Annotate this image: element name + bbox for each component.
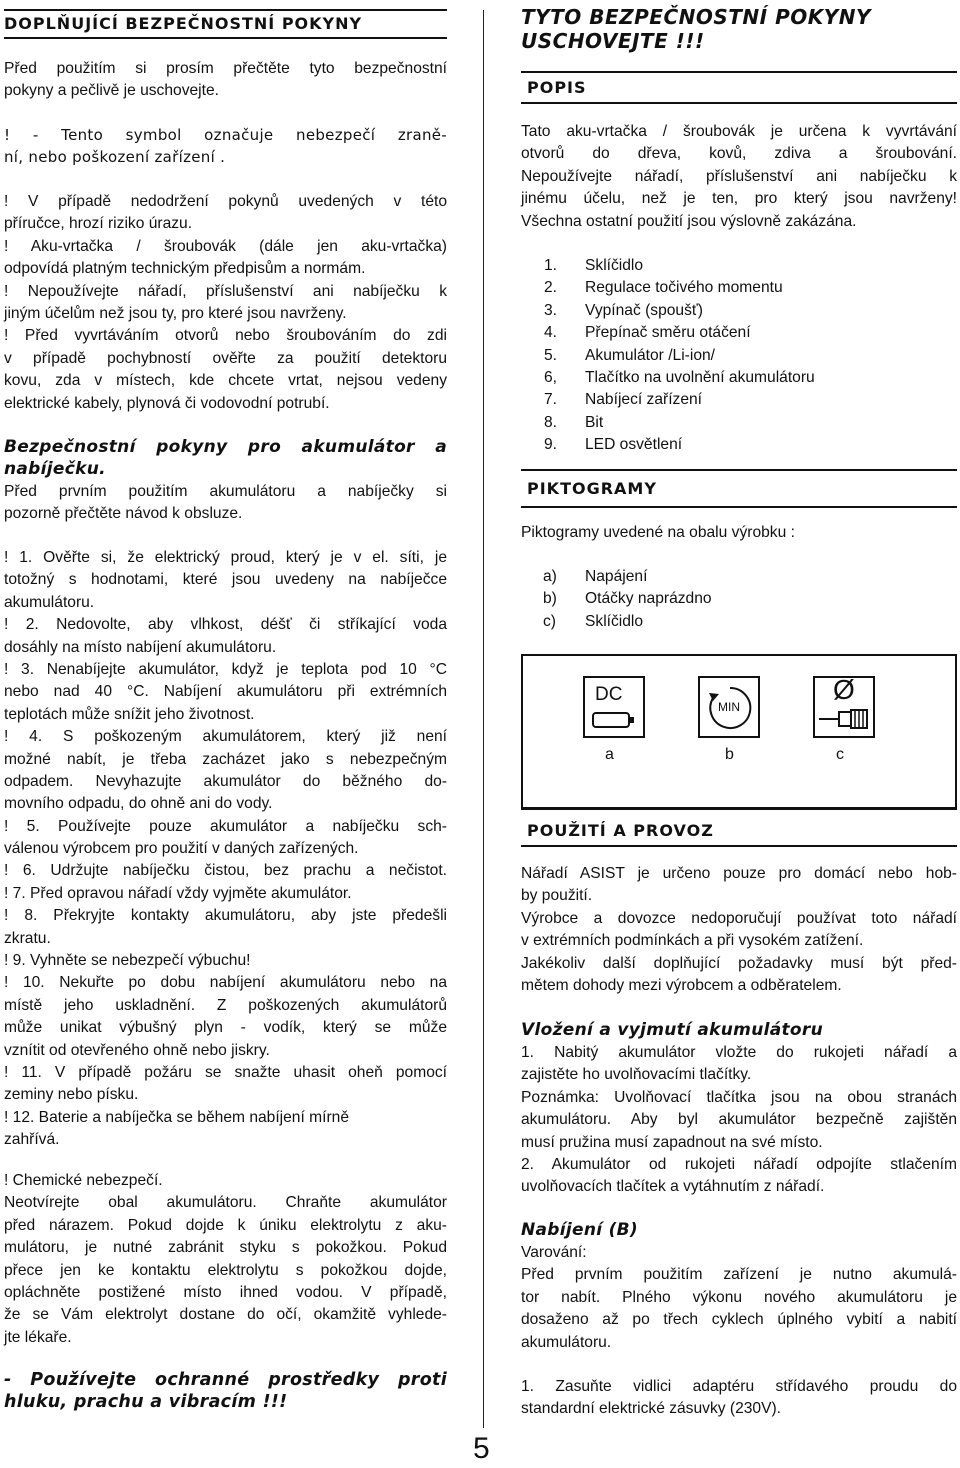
picto-list <box>521 566 957 633</box>
charging-text: Varování: Před prvním použitím zařízení je nutno akumulá- tor nabít. Plného výkonu nového akumulátoru je dosaženo až po třech cyklech úplného vybití a nabití akumulátoru. <box>521 1244 957 1351</box>
picto-label-c: c <box>836 746 844 763</box>
battery-icon <box>591 710 637 730</box>
list-item: 4. Přepínač směru otáčení <box>544 324 751 342</box>
page-number: 5 <box>473 1432 490 1465</box>
insert-battery-heading: Vložení a vyjmutí akumulátoru <box>521 1020 823 1040</box>
dc-power-icon: DC <box>583 676 645 738</box>
list-item: c) Sklíčidlo <box>543 612 644 630</box>
general-warnings: ! V případě nedodržení pokynů uvedených v této příručce, hrozí riziko úrazu. ! Aku-vrtačka / šroubovák (dále jen aku-vrtačka) odpovídá platným technickým předpisům a normám. ! Nepoužívejte nářadí, příslušenství ani nabíječku k jiným účelům než jsou ty, pro které jsou navrženy. ! Před vyvrtáváním otvorů nebo šroubováním do zdi v případě pochybností ověřte za použití detektoru kovu, zda v místech, kde chcete vrtat, nejsou vedeny elektrické kabely, plynová či vodovodní potrubí. <box>4 193 447 412</box>
list-item: a) Napájení <box>543 568 648 585</box>
pictogram-box <box>521 654 957 809</box>
drill-chuck-icon <box>817 706 873 732</box>
list-item: 5. Akumulátor /Li-ion/ <box>544 346 716 364</box>
column-divider <box>483 10 484 1428</box>
protection-notice: - Používejte ochranné prostředky proti hluku, prachu a vibracím !!! <box>4 1370 447 1412</box>
usage-header <box>521 808 957 852</box>
picto-header <box>521 460 957 512</box>
picto-intro: Piktogramy uvedené na obalu výrobku : <box>521 524 795 541</box>
list-item: 6, Tlačítko na uvolnění akumulátoru <box>544 368 815 386</box>
picto-label-b: b <box>725 746 734 763</box>
list-item: 1. Sklíčidlo <box>544 257 644 274</box>
popis-text: Tato aku-vrtačka / šroubovák je určena k vyvrtávání otvorů do dřeva, kovů, zdiva a šroubování. Nepoužívejte nářadí, příslušenství ani nabíječku k jinému účelu, než je ten, pro který jsou navrženy! Všechna ostatní použití jsou výslovně zakázána. <box>521 123 957 230</box>
keep-instructions-title: TYTO BEZPEČNOSTNÍ POKYNY USCHOVEJTE !!! <box>521 5 871 53</box>
charging-heading: Nabíjení (B) <box>521 1220 638 1240</box>
supplementary-safety-title: DOPLŇUJÍCÍ BEZPEČNOSTNÍ POKYNY <box>4 14 363 33</box>
battery-safety-heading: Bezpečnostní pokyny pro akumulátor a nabíječku. <box>4 437 447 479</box>
popis-header <box>521 62 957 106</box>
intro-text: Před použitím si prosím přečtěte tyto bezpečnostní pokyny a pečlivě je uschovejte. <box>4 60 447 100</box>
list-item: b) Otáčky naprázdno <box>543 590 712 608</box>
supplementary-safety-header <box>4 0 447 40</box>
picto-label-a: a <box>605 746 614 763</box>
usage-title: POUŽITÍ A PROVOZ <box>527 821 714 840</box>
list-item: 2. Regulace točivého momentu <box>544 279 783 297</box>
list-item: 9. LED osvětlení <box>544 436 683 454</box>
chemical-hazard: ! Chemické nebezpečí. Neotvírejte obal akumulátoru. Chraňte akumulátor před nárazem. Pokud dojde k úniku elektrolytu z aku- mulátoru, je nutné zabránit styku s pokožkou. Pokud přece jen ke kontaktu elektrolytu s pokožkou dojde, opláchněte postižené místo ihned vodou. V případě, že se Vám elektrolyt dostane do očí, okamžitě vyhlede- jte lékaře. <box>4 1172 447 1346</box>
insert-battery-text: 1. Nabitý akumulátor vložte do rukojeti nářadí a zajistěte ho uvolňovacími tlačítky. Poznámka: Uvolňovací tlačítka jsou na obou stranách akumulátoru. Aby byl akumulátor bezpečně zajištěn musí pružina musí zapadnout na své místo. 2. Akumulátor od rukojeti nářadí odpojíte stlačením uvolňovacích tlačítek a vytáhnutím z nářadí. <box>521 1044 957 1196</box>
list-item: 8. Bit <box>544 413 604 431</box>
battery-intro: Před prvním použitím akumulátoru a nabíječky si pozorně přečtěte návod k obsluze. <box>4 483 447 523</box>
charging-step: 1. Zasuňte vidlici adaptéru střídavého proudu do standardní elektrické zásuvky (230V). <box>521 1378 957 1418</box>
battery-rules: ! 1. Ověřte si, že elektrický proud, který je v el. síti, je totožný s hodnotami, které jsou uvedeny na nabíječce akumulátoru. ! 2. Nedovolte, aby vlhkost, déšť či stříkající voda dosáhly na místo nabíjení akumulátoru. ! 3. Nenabíjejte akumulátor, když je teplota pod 10 °C nebo nad 40 °C. Nabíjení akumulátoru při extrémních teplotách může snížit jeho životnost. ! 4. S poškozeným akumulátorem, který již není možné nabít, je třeba zacházet jako s nebezpečným odpadem. Nevyhazujte akumulátor do běžného do- movního odpadu, do ohně ani do vody. ! 5. Používejte pouze akumulátor a nabíječku sch- válenou výrobcem pro použití v daných zařízených. ! 6. Udržujte nabíječku čistou, bez prachu a nečistot. ! 7. Před opravou nářadí vždy vyjměte akumulátor. ! 8. Překryjte kontakty akumulátoru, aby jste předešli zkratu. ! 9. Vyhněte se nebezpečí výbuchu! ! 10. Nekuřte po dobu nabíjení akumulátoru nebo na místě jeho uskladnění. Z poškozených akumulátorů může unikat výbušný plyn - vodík, který se může vznítit od otevřeného ohně nebo jiskry. ! 11. V případě požáru se snažte uhasit oheň pomocí zeminy nebo písku. ! 12. Baterie a nabíječka se během nabíjení mírně zahřívá. <box>4 549 447 1149</box>
popis-title: POPIS <box>527 78 587 97</box>
parts-list <box>521 255 957 457</box>
list-item: 7. Nabíjecí zařízení <box>544 391 703 409</box>
symbol-note: ! - Tento symbol označuje nebezpečí zraně- ní, nebo poškození zařízení . <box>4 126 447 167</box>
no-load-speed-icon: MIN <box>698 676 760 738</box>
usage-text: Nářadí ASIST je určeno pouze pro domácí nebo hob- by použití. Výrobce a dovozce nedoporučují používat toto nářadí v extrémních podmínkách a při vysokém zatížení. Jakékoliv další doplňující požadavky musí být před- mětem dohody mezi výrobcem a odběratelem. <box>521 865 957 994</box>
chuck-icon: Ø <box>813 676 875 738</box>
picto-title: PIKTOGRAMY <box>527 479 657 498</box>
list-item: 3. Vypínač (spoušť) <box>544 301 703 319</box>
